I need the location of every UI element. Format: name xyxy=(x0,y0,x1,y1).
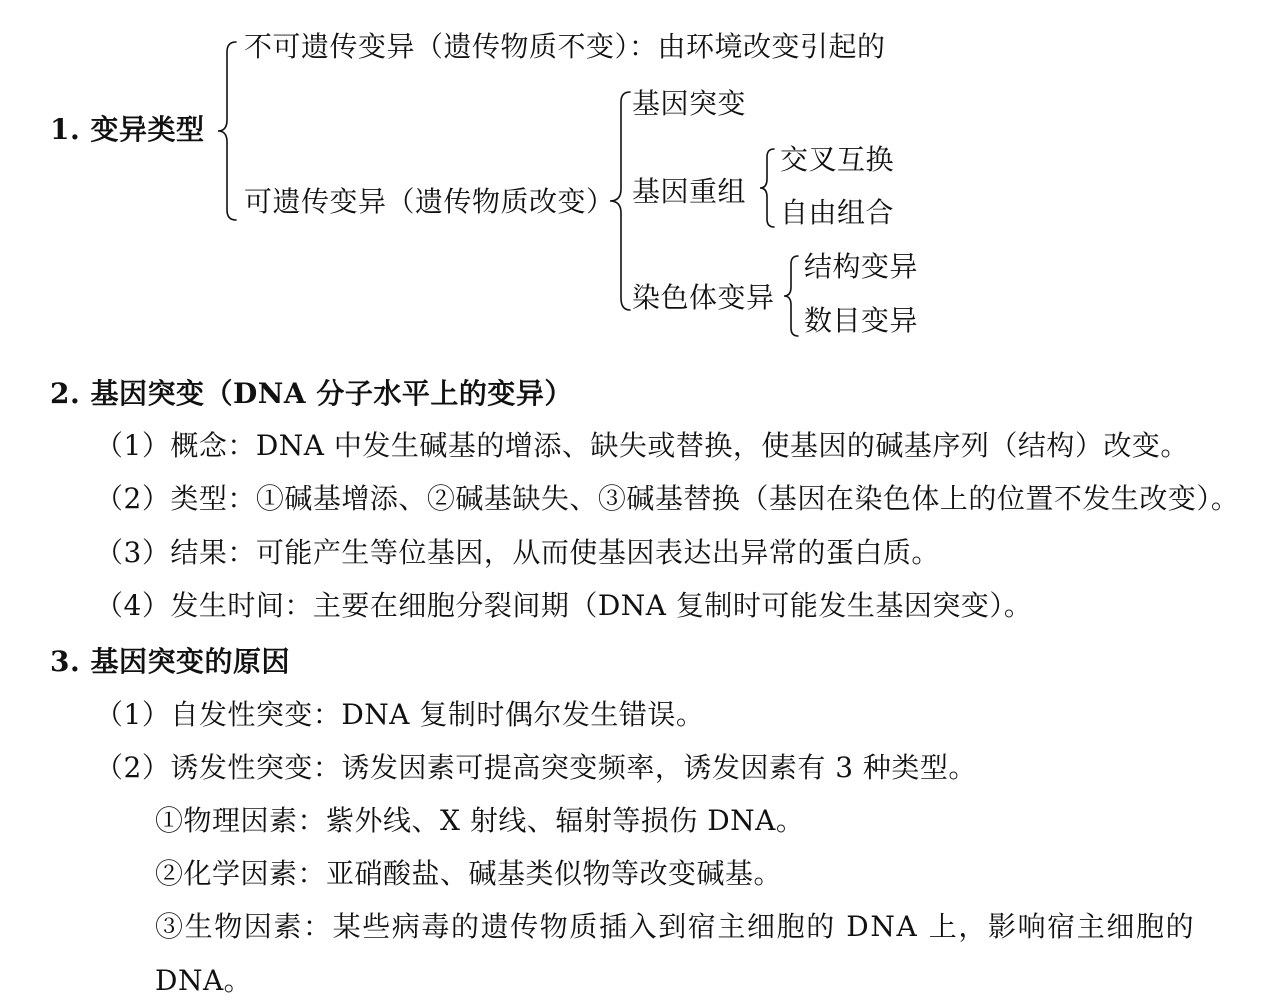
biological-factor-continued: DNA。 xyxy=(155,964,253,997)
brace-heritable-variation xyxy=(604,90,632,312)
brace-variation-types xyxy=(214,40,238,222)
section2-heading: 2. 基因突变（DNA 分子水平上的变异） xyxy=(50,377,573,410)
section2-item-4: （4）发生时间：主要在细胞分裂间期（DNA 复制时可能发生基因突变）。 xyxy=(95,589,1033,622)
section3-item-1: （1）自发性突变：DNA 复制时偶尔发生错误。 xyxy=(95,698,705,731)
section1-heading: 1. 变异类型 xyxy=(50,113,205,146)
section2-item-2: （2）类型：①碱基增添、②碱基缺失、③碱基替换（基因在染色体上的位置不发生改变）。 xyxy=(95,482,1240,515)
physical-factor: ①物理因素：紫外线、X 射线、辐射等损伤 DNA。 xyxy=(155,804,805,837)
biological-factor: ③生物因素：某些病毒的遗传物质插入到宿主细胞的 DNA 上，影响宿主细胞的 xyxy=(155,910,1196,943)
gene-recombination-label: 基因重组 xyxy=(632,175,747,208)
gene-mutation-label: 基因突变 xyxy=(632,87,747,120)
section2-item-3: （3）结果：可能产生等位基因，从而使基因表达出异常的蛋白质。 xyxy=(95,536,940,569)
brace-gene-recombination xyxy=(756,147,776,229)
numerical-variation-label: 数目变异 xyxy=(804,304,919,337)
non-heritable-variation: 不可遗传变异（遗传物质不变）：由环境改变引起的 xyxy=(244,30,886,63)
chromosome-variation-label: 染色体变异 xyxy=(632,281,775,314)
heritable-variation: 可遗传变异（遗传物质改变） xyxy=(244,185,615,218)
section3-heading: 3. 基因突变的原因 xyxy=(50,645,290,678)
chemical-factor: ②化学因素：亚硝酸盐、碱基类似物等改变碱基。 xyxy=(155,857,783,890)
section3-item-2: （2）诱发性突变：诱发因素可提高突变频率，诱发因素有 3 种类型。 xyxy=(95,751,977,784)
section2-item-1: （1）概念：DNA 中发生碱基的增添、缺失或替换，使基因的碱基序列（结构）改变。 xyxy=(95,429,1189,462)
crossing-over-label: 交叉互换 xyxy=(780,143,895,176)
brace-chromosome-variation xyxy=(780,254,800,338)
free-combination-label: 自由组合 xyxy=(780,196,895,229)
structural-variation-label: 结构变异 xyxy=(804,250,919,283)
